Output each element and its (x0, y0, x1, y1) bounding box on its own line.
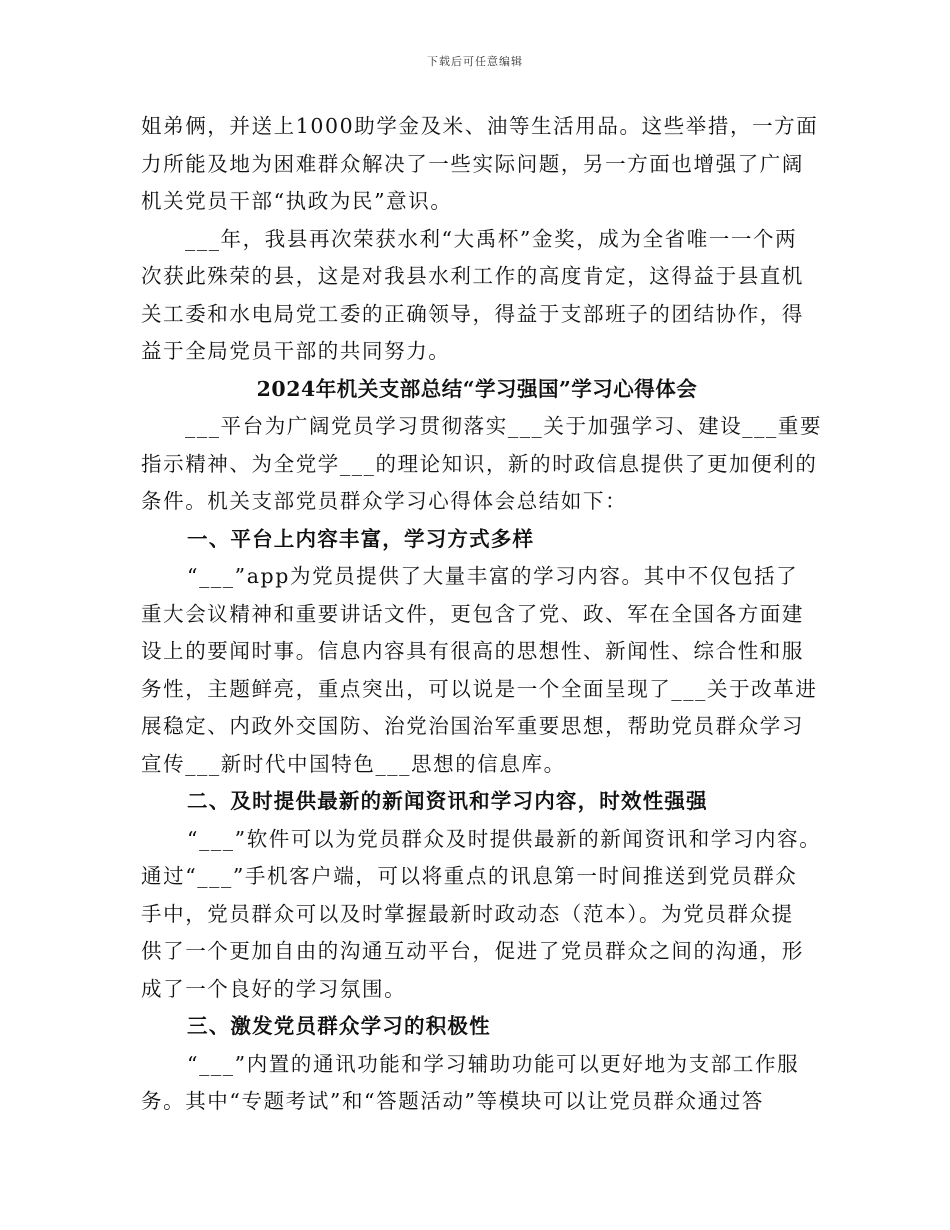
text-line: 宣传___新时代中国特色___思想的信息库。 (141, 751, 566, 776)
text-line: “___”软件可以为党员群众及时提供最新的新闻资讯和学习内容。 (187, 826, 822, 851)
text-line: 力所能及地为困难群众解决了一些实际问题，另一方面也增强了广阔 (141, 151, 804, 176)
section-heading-3: 三、激发党员群众学习的积极性 (187, 1014, 491, 1038)
text-line: ___年，我县再次荣获水利“大禹杯”金奖，成为全省唯一一个两 (185, 226, 798, 251)
document-body (141, 108, 823, 1121)
text-line: “___”内置的通讯功能和学习辅助功能可以更好地为支部工作服 (187, 1051, 800, 1076)
text-line: 条件。机关支部党员群众学习心得体会总结如下： (141, 489, 628, 513)
text-line: 次获此殊荣的县，这是对我县水利工作的高度肯定，这得益于县直机 (141, 264, 804, 288)
text-line: 供了一个更加自由的沟通互动平台，促进了党员群众之间的沟通，形 (141, 939, 804, 963)
text-line: 指示精神、为全党学___的理论知识，新的时政信息提供了更加便利的 (141, 451, 818, 476)
section-heading-1: 一、平台上内容丰富，学习方式多样 (187, 526, 535, 551)
section-heading-2: 二、及时提供最新的新闻资讯和学习内容，时效性强强 (187, 789, 708, 813)
text-line: 成了一个良好的学习氛围。 (141, 976, 407, 1001)
text-line: 务性，主题鲜亮，重点突出，可以说是一个全面呈现了___关于改革进 (141, 676, 818, 701)
text-line: 关工委和水电局党工委的正确领导，得益于支部班子的团结协作，得 (141, 301, 804, 326)
document-title: 2024年机关支部总结“学习强国”学习心得体会 (256, 376, 698, 401)
text-line: ___平台为广阔党员学习贯彻落实___关于加强学习、建设___重要 (185, 414, 823, 438)
text-line: 手中，党员群众可以及时掌握最新时政动态（范本）。为党员群众提 (141, 901, 794, 926)
page-header: 下载后可任意编辑 (427, 55, 523, 68)
text-line: 益于全局党员干部的共同努力。 (141, 339, 451, 363)
text-line: 重大会议精神和重要讲话文件，更包含了党、政、军在全国各方面建 (141, 601, 804, 626)
text-line: 务。其中“专题考试”和“答题活动”等模块可以让党员群众通过答 (141, 1089, 764, 1113)
text-line: 机关党员干部“执政为民”意识。 (141, 189, 453, 213)
text-line: “___”app为党员提供了大量丰富的学习内容。其中不仅包括了 (187, 564, 799, 588)
text-line: 通过“___”手机客户端，可以将重点的讯息第一时间推送到党员群众 (141, 864, 798, 888)
text-line: 姐弟俩，并送上1000助学金及米、油等生活用品。这些举措，一方面 (141, 114, 819, 138)
text-line: 展稳定、内政外交国防、治党治国治军重要思想，帮助党员群众学习 (141, 714, 804, 738)
text-line: 设上的要闻时事。信息内容具有很高的思想性、新闻性、综合性和服 (141, 639, 804, 663)
